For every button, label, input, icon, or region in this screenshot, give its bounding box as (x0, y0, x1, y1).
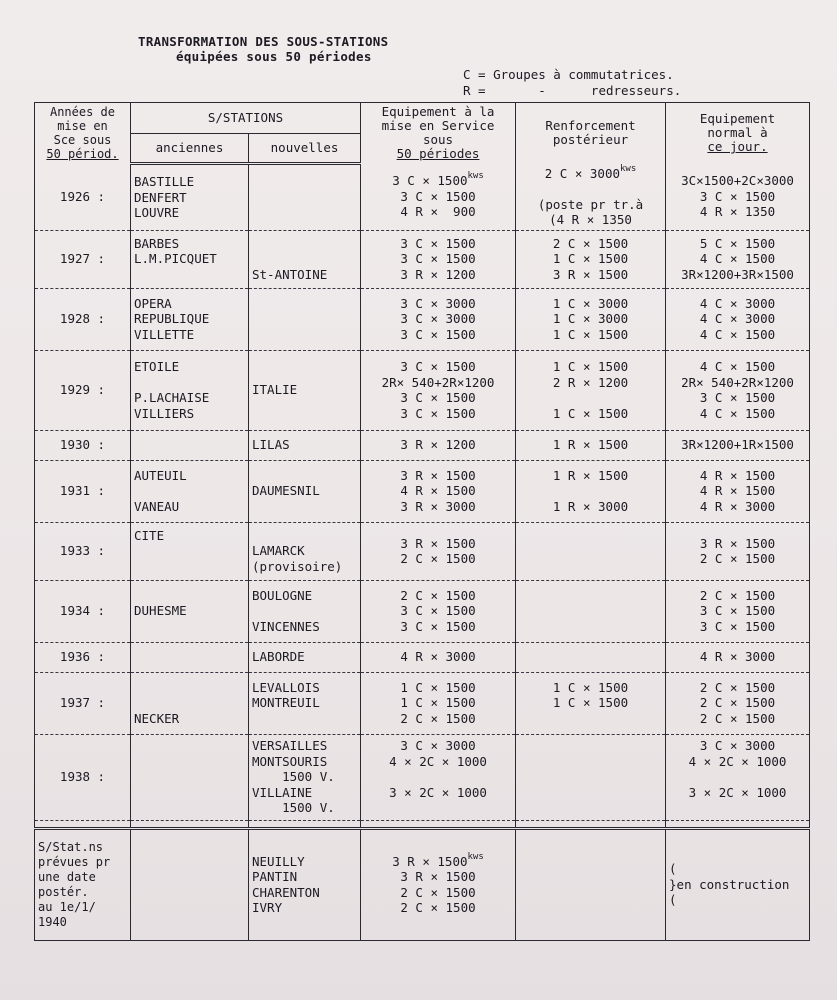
normal-cell-line: 3 C × 1500 (699, 390, 776, 405)
year-cell: 1929 : (35, 350, 131, 430)
nouvelles-cell-line: VILLAINE (252, 784, 313, 800)
normal-cell-line: 2 C × 1500 (699, 587, 776, 603)
anciennes-cell (131, 460, 249, 522)
header-line: postérieur (552, 132, 629, 148)
anciennes-cell (131, 522, 249, 580)
nouvelles-cell-line (252, 603, 357, 619)
anciennes-cell (131, 672, 249, 734)
normal-cell-line: 4 R × 1500 (699, 483, 776, 499)
anciennes-cell (131, 350, 249, 430)
equipement-cell-line: 3 R × 1500 (400, 535, 476, 551)
equipement-cell-line: 3 R × 1500 (400, 467, 476, 483)
renforcement-cell (516, 642, 666, 672)
legend-r: R = - redresseurs. (463, 83, 682, 98)
nouvelles-cell (249, 350, 361, 430)
future-anciennes (131, 828, 249, 940)
normal-cell-line (669, 800, 806, 816)
equipement-cell-line: 2 C × 1500 (400, 710, 476, 726)
nouvelles-cell-line (252, 251, 357, 267)
equipement-cell (361, 522, 516, 580)
equipement-cell-line (364, 769, 512, 785)
equipement-cell-line: 2 C × 1500 (400, 587, 476, 603)
normal-cell-line: 4 C × 3000 (699, 295, 776, 311)
equipement-cell (361, 672, 516, 734)
anciennes-cell-line: VILLETTE (134, 326, 195, 342)
unit-superscript: kws (620, 163, 637, 174)
header-normal (666, 103, 810, 164)
normal-cell-line: 3 C × 1500 (699, 188, 776, 204)
normal-cell (666, 430, 810, 460)
future-nouvelles-line: PANTIN (252, 869, 298, 884)
equipement-cell (361, 580, 516, 642)
nouvelles-cell (249, 430, 361, 460)
anciennes-cell-line: REPUBLIQUE (134, 311, 210, 327)
renforcement-cell-line (519, 649, 662, 665)
title-line-2: équipées sous 50 périodes (176, 49, 372, 64)
header-line: 50 périodes (396, 146, 480, 162)
future-row (35, 828, 810, 940)
renforcement-cell-line: 1 C × 1500 (552, 405, 629, 421)
renforcement-cell-line (519, 390, 662, 406)
renforcement-cell-line: 1 C × 1500 (552, 679, 629, 695)
renforcement-cell-line: 1 C × 1500 (552, 695, 629, 711)
table-row (35, 350, 810, 430)
header-line: Equipement à la (381, 104, 495, 120)
anciennes-cell-line: L.M.PICQUET (134, 251, 217, 267)
normal-cell (666, 522, 810, 580)
equipement-cell-line: 1 C × 1500 (400, 679, 476, 695)
header-line: mise en (57, 119, 108, 134)
equipement-cell-line: 3 C × 1500 (400, 359, 476, 374)
year-cell: 1936 : (35, 642, 131, 672)
table-row (35, 522, 810, 580)
year-cell: 1937 : (35, 672, 131, 734)
anciennes-cell-line: LOUVRE (134, 205, 180, 220)
equipement-cell (361, 642, 516, 672)
title-line-1: TRANSFORMATION DES SOUS-STATIONS (138, 34, 389, 49)
equipement-cell-line: 1 C × 1500 (400, 695, 476, 711)
equipement-cell (361, 734, 516, 820)
future-nouvelles-line: CHARENTON (252, 884, 320, 900)
renforcement-cell-line: (poste pr tr.à (537, 196, 644, 212)
normal-cell-line: 4 R × 1350 (699, 204, 776, 220)
renforcement-cell (516, 230, 666, 288)
normal-cell (666, 672, 810, 734)
future-nouvelles-line: NEUILLY (252, 853, 305, 869)
header-nouvelles: nouvelles (249, 134, 361, 164)
nouvelles-cell-line: (provisoire) (252, 558, 343, 574)
normal-cell-line: 2 C × 1500 (699, 679, 776, 695)
unit-superscript: kws (467, 171, 484, 182)
future-renforcement (516, 828, 666, 940)
header-anciennes: anciennes (131, 134, 249, 164)
future-equipement-line: 2 C × 1500 (400, 884, 476, 900)
header-line: Renforcement (545, 118, 636, 134)
anciennes-cell-line: OPERA (134, 295, 172, 311)
table-row (35, 642, 810, 672)
table-row (35, 430, 810, 460)
anciennes-cell-line (134, 695, 245, 711)
renforcement-cell (516, 734, 666, 820)
normal-cell-line: 3 C × 1500 (699, 603, 776, 619)
renforcement-cell-line (519, 711, 662, 727)
renforcement-cell-line: 2 R × 1200 (552, 374, 629, 390)
nouvelles-cell (249, 460, 361, 522)
normal-cell-line: 3R×1200+3R×1500 (681, 266, 794, 282)
equipement-cell-line: 4 R × 3000 (400, 649, 476, 665)
normal-cell-line: 4 C × 3000 (699, 311, 776, 327)
renforcement-cell-line: 3 R × 1500 (552, 266, 629, 282)
equipement-cell-line: 4 R × 900 (400, 204, 476, 220)
year-cell: 1934 : (35, 580, 131, 642)
year-cell: 1933 : (35, 522, 131, 580)
anciennes-cell-line (134, 437, 245, 453)
normal-cell-line: 3C×1500+2C×3000 (681, 173, 794, 189)
header-equipement (361, 103, 516, 164)
nouvelles-cell-line: VERSAILLES (252, 738, 328, 754)
renforcement-cell-line: 2 $C \times 3000^{kws}$ (544, 163, 637, 181)
normal-cell-line: 2 C × 1500 (699, 551, 776, 566)
renforcement-cell-line: 1 C × 3000 (552, 311, 629, 327)
renforcement-cell-line (519, 769, 662, 785)
future-normal-line: }en construction (669, 876, 790, 892)
equipement-cell-line: 3 R × 1200 (400, 266, 476, 282)
renforcement-cell (516, 672, 666, 734)
equipement-cell-line: 3 C × 1500 (400, 235, 476, 251)
legend-c: C = Groupes à commutatrices. (463, 67, 674, 82)
future-label-line: S/Stat.ns (38, 839, 104, 854)
future-equipement-line: 3 $R \times 1500^{kws}$ (392, 851, 484, 869)
nouvelles-cell-line: ITALIE (252, 382, 298, 398)
nouvelles-cell-line: LILAS (252, 437, 290, 453)
header-line: mise en Service (381, 118, 495, 134)
anciennes-cell-line: BARBES (134, 235, 180, 251)
anciennes-cell-line: CITE (134, 527, 165, 543)
future-normal-line: ( (669, 861, 677, 877)
normal-cell-line (669, 769, 806, 785)
anciennes-cell (131, 164, 249, 231)
renforcement-cell-line: 1 C × 1500 (552, 359, 629, 374)
table-row (35, 672, 810, 734)
anciennes-cell-line (134, 559, 245, 575)
unit-superscript: kws (467, 851, 484, 862)
equipement-cell-line: 3 C × 1500 (400, 188, 476, 204)
nouvelles-cell-line: 1500 V. (252, 800, 335, 816)
renforcement-cell (516, 460, 666, 522)
rule-cell (361, 820, 516, 828)
nouvelles-cell-line: DAUMESNIL (252, 483, 320, 499)
normal-cell-line: 3 × 2C × 1000 (688, 784, 787, 800)
anciennes-cell-line: BASTILLE (134, 174, 195, 189)
nouvelles-cell (249, 672, 361, 734)
normal-cell-line: 5 C × 1500 (699, 235, 776, 251)
future-normal (666, 828, 810, 940)
anciennes-cell-line: DUHESME (134, 603, 187, 619)
anciennes-cell-line: VILLIERS (134, 405, 195, 421)
anciennes-cell (131, 580, 249, 642)
renforcement-cell-line: 1 R × 1500 (552, 437, 629, 453)
anciennes-cell-line (134, 543, 245, 559)
renforcement-cell (516, 164, 666, 231)
equipement-cell-line: 4 R × 1500 (400, 483, 476, 499)
renforcement-cell-line (519, 483, 662, 499)
year-cell: 1930 : (35, 430, 131, 460)
equipement-cell-line: 3 R × 3000 (400, 498, 476, 514)
normal-cell-line: 2 C × 1500 (699, 695, 776, 711)
nouvelles-cell (249, 164, 361, 231)
anciennes-cell (131, 734, 249, 820)
future-label-line: au 1e/1/ (38, 899, 96, 914)
rule-cell (131, 820, 249, 828)
normal-cell-line: 3 R × 1500 (699, 535, 776, 551)
header-renforcement (516, 103, 666, 164)
year-cell: 1931 : (35, 460, 131, 522)
anciennes-cell-line (134, 769, 245, 785)
nouvelles-cell-line (252, 190, 357, 206)
double-rule-row (35, 820, 810, 828)
equipement-cell-line: 4 × 2C × 1000 (389, 753, 487, 769)
equipement-cell-line (364, 800, 512, 816)
equipement-cell (361, 350, 516, 430)
equipement-cell-line: 2R× 540+2R×1200 (381, 374, 495, 390)
header-line: sous (422, 132, 454, 148)
future-equipement-line: 3 R × 1500 (400, 869, 476, 884)
nouvelles-cell-line: LEVALLOIS (252, 679, 320, 695)
anciennes-cell-line: DENFERT (134, 189, 187, 205)
nouvelles-cell-line (252, 236, 357, 252)
equipement-cell-line: 2 C × 1500 (400, 551, 476, 566)
future-equipement (361, 828, 516, 940)
nouvelles-cell-line (252, 711, 357, 727)
anciennes-cell-line (134, 483, 245, 499)
equipement-cell-line: 3 C × 1500 (400, 251, 476, 267)
table-row (35, 580, 810, 642)
normal-cell-line: 4 × 2C × 1000 (688, 753, 787, 769)
renforcement-cell (516, 430, 666, 460)
equipement-cell (361, 430, 516, 460)
rule-cell (516, 820, 666, 828)
renforcement-cell (516, 522, 666, 580)
nouvelles-cell-line (252, 311, 357, 327)
equipement-cell-line: 3 C × 3000 (400, 311, 476, 327)
header-line: Sce sous (53, 133, 112, 148)
normal-cell-line: 3 C × 1500 (699, 618, 776, 634)
nouvelles-cell-line: MONTREUIL (252, 695, 320, 711)
anciennes-cell (131, 230, 249, 288)
future-label-line: postér. (38, 884, 89, 899)
equipement-cell-line: 3 C × 3000 (400, 738, 476, 754)
anciennes-cell-line: ETOILE (134, 359, 180, 374)
renforcement-cell-line: 1 R × 1500 (552, 467, 629, 483)
equipement-cell-line: 3 R × 1200 (400, 437, 476, 453)
substation-table (34, 102, 810, 941)
normal-cell-line: 2R× 540+2R×1200 (681, 374, 794, 390)
normal-cell (666, 288, 810, 350)
future-nouvelles (249, 828, 361, 940)
normal-cell (666, 642, 810, 672)
header-line: Années de (49, 105, 116, 120)
normal-cell-line: 4 R × 1500 (699, 467, 776, 483)
year-cell: 1928 : (35, 288, 131, 350)
header-line: normal à (707, 125, 768, 141)
renforcement-cell-line: 1 C × 1500 (552, 326, 629, 342)
year-cell: 1938 : (35, 734, 131, 820)
normal-cell-line: 4 C × 1500 (699, 326, 776, 342)
renforcement-cell-line: 1 C × 3000 (552, 295, 629, 311)
nouvelles-cell (249, 580, 361, 642)
year-cell: 1926 : (35, 164, 131, 231)
nouvelles-cell (249, 734, 361, 820)
renforcement-cell-line: 1 R × 3000 (552, 498, 629, 514)
equipement-cell-line: 3 C × 1500 (400, 390, 476, 405)
normal-cell (666, 230, 810, 288)
future-nouvelles-line: IVRY (252, 900, 283, 915)
rule-cell (35, 820, 131, 828)
table-row (35, 734, 810, 820)
future-label-line: une date (38, 869, 96, 884)
future-label-line: prévues pr (38, 854, 111, 869)
equipement-cell (361, 164, 516, 231)
header-line: Equipement (699, 111, 776, 127)
normal-cell-line: 4 C × 1500 (699, 251, 776, 267)
nouvelles-cell (249, 522, 361, 580)
anciennes-cell-line (134, 375, 245, 391)
equipement-cell-line: 3 $C \times 1500^{kws}$ (392, 171, 484, 189)
renforcement-cell-line: 1 C × 1500 (552, 251, 629, 267)
future-equipement-line: 2 C × 1500 (400, 900, 476, 915)
future-label (35, 828, 131, 940)
equipement-cell-line: 3 C × 1500 (400, 405, 476, 421)
header-line: 50 périod. (46, 147, 119, 162)
normal-cell-line: 3 C × 3000 (699, 738, 776, 754)
normal-cell-line: 4 R × 3000 (699, 498, 776, 514)
equipement-cell (361, 288, 516, 350)
equipement-cell-line: 3 C × 1500 (400, 326, 476, 342)
equipement-cell (361, 460, 516, 522)
anciennes-cell-line: NECKER (134, 710, 180, 726)
equipement-cell-line: 3 C × 1500 (400, 603, 476, 619)
nouvelles-cell-line: St-ANTOINE (252, 266, 328, 282)
normal-cell (666, 350, 810, 430)
anciennes-cell (131, 430, 249, 460)
anciennes-cell-line (134, 267, 245, 283)
normal-cell-line: 3R×1200+1R×1500 (681, 437, 794, 453)
table-row (35, 460, 810, 522)
renforcement-cell (516, 580, 666, 642)
rule-cell (666, 820, 810, 828)
future-normal-line: ( (669, 892, 677, 908)
nouvelles-cell (249, 642, 361, 672)
header-sstations: S/STATIONS (131, 103, 361, 134)
normal-cell (666, 164, 810, 231)
year-cell: 1927 : (35, 230, 131, 288)
nouvelles-cell-line: VINCENNES (252, 618, 320, 634)
anciennes-cell (131, 642, 249, 672)
future-label-line: 1940 (38, 914, 67, 929)
normal-cell (666, 734, 810, 820)
normal-cell-line: 4 R × 3000 (699, 649, 776, 665)
normal-cell-line: 4 C × 1500 (699, 359, 776, 374)
document-title (138, 34, 388, 64)
equipement-cell-line: 3 C × 1500 (400, 618, 476, 634)
equipement-cell-line: 3 C × 3000 (400, 295, 476, 311)
renforcement-cell-line (519, 603, 662, 619)
normal-cell-line: 2 C × 1500 (699, 710, 776, 726)
nouvelles-cell-line (252, 528, 357, 544)
nouvelles-cell-line: LABORDE (252, 649, 305, 665)
anciennes-cell-line (134, 680, 245, 696)
renforcement-cell-line: (4 R × 1350 (549, 212, 632, 227)
equipement-cell-line: 3 × 2C × 1000 (389, 784, 487, 800)
nouvelles-cell-line: BOULOGNE (252, 587, 313, 603)
renforcement-cell (516, 288, 666, 350)
nouvelles-cell-line: MONTSOURIS (252, 753, 328, 769)
table-row (35, 230, 810, 288)
anciennes-cell-line: VANEAU (134, 498, 180, 514)
anciennes-cell (131, 288, 249, 350)
equipement-cell (361, 230, 516, 288)
nouvelles-cell-line: 1500 V. (252, 769, 335, 785)
nouvelles-cell (249, 230, 361, 288)
nouvelles-cell-line: LAMARCK (252, 543, 305, 559)
renforcement-cell-line (519, 181, 662, 197)
anciennes-cell-line: AUTEUIL (134, 467, 187, 483)
header-annees (35, 103, 131, 164)
legend (463, 67, 681, 99)
table-row (35, 288, 810, 350)
anciennes-cell-line (134, 649, 245, 665)
renforcement-cell (516, 350, 666, 430)
normal-cell (666, 460, 810, 522)
renforcement-cell-line: 2 C × 1500 (552, 235, 629, 251)
header-line: ce jour. (707, 139, 768, 155)
table-row (35, 164, 810, 231)
anciennes-cell-line: P.LACHAISE (134, 390, 210, 405)
nouvelles-cell (249, 288, 361, 350)
normal-cell-line: 4 C × 1500 (699, 405, 776, 421)
renforcement-cell-line (519, 543, 662, 559)
rule-cell (249, 820, 361, 828)
normal-cell (666, 580, 810, 642)
